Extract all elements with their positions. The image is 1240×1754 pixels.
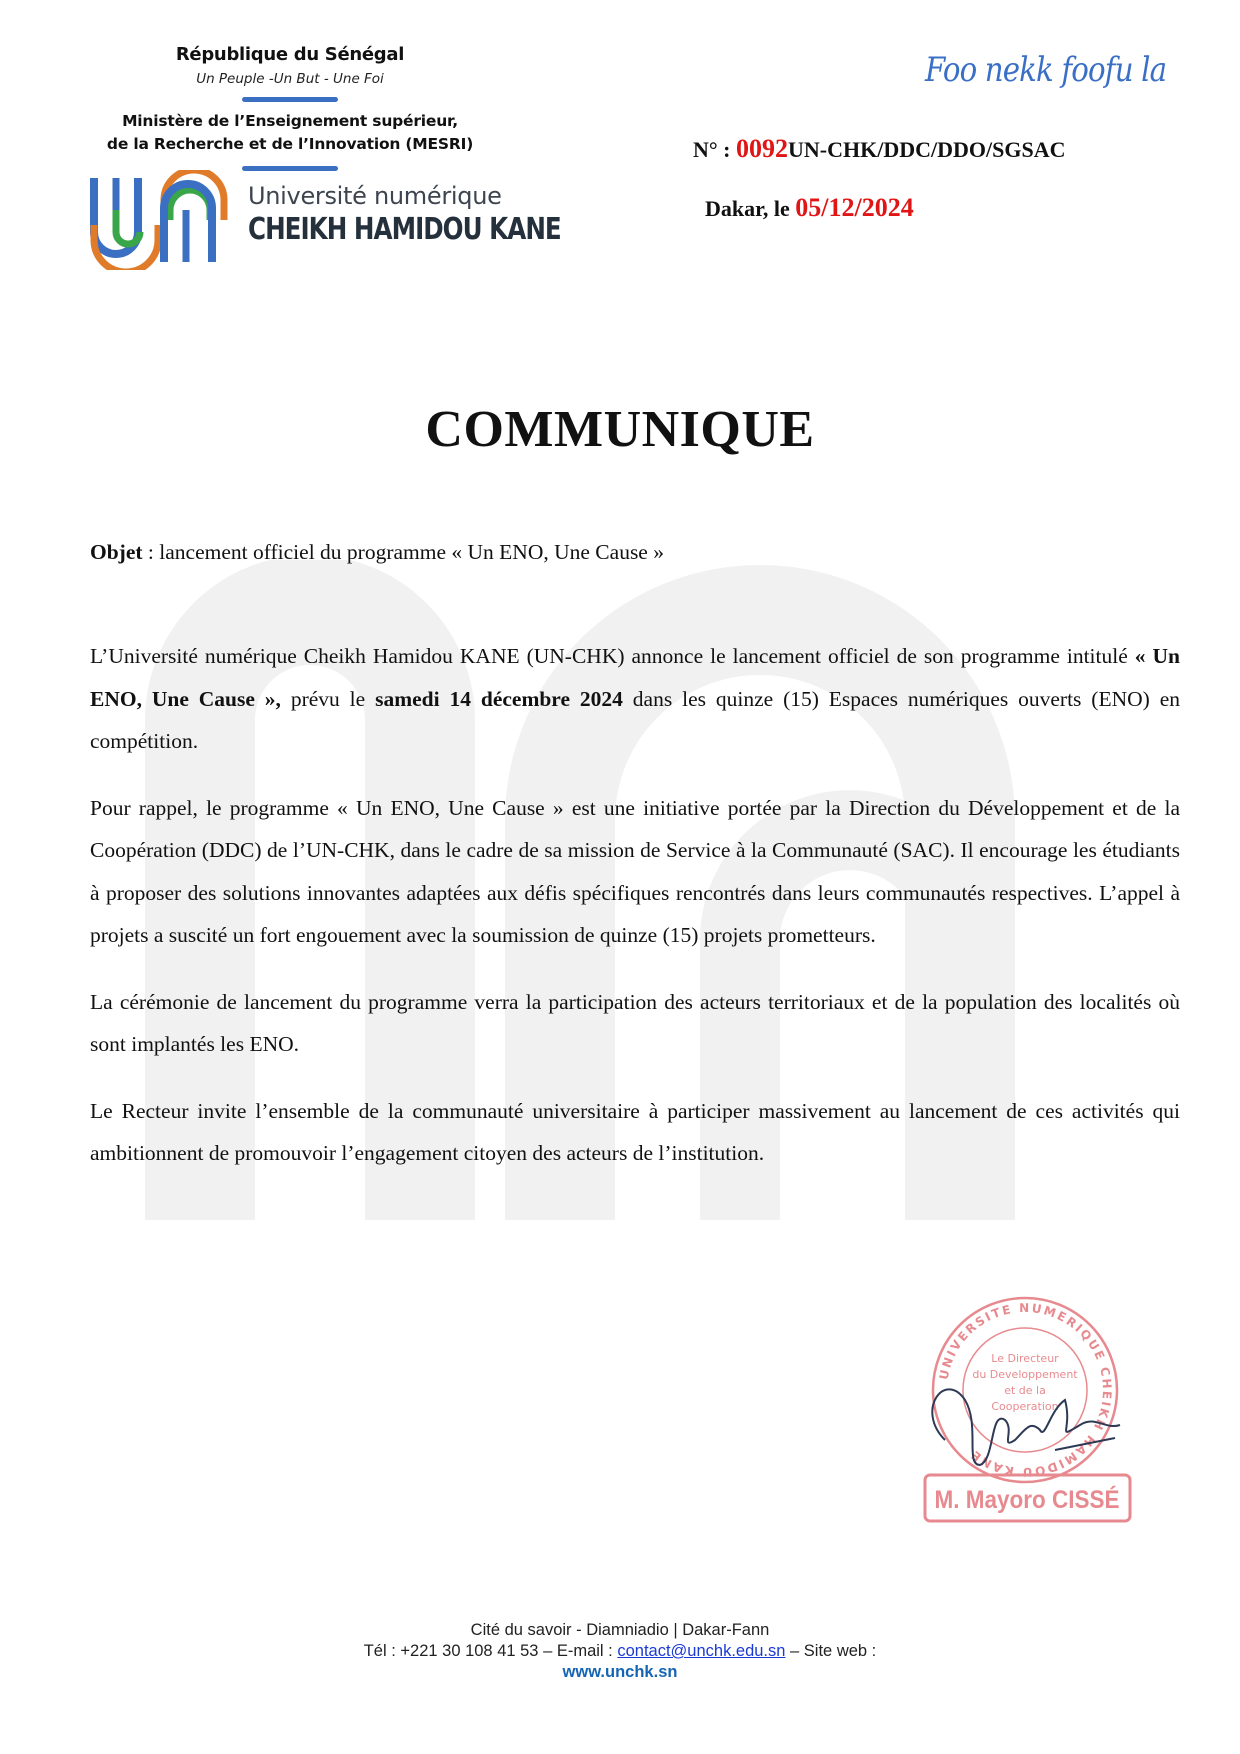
logo-line-2: CHEIKH HAMIDOU KANE: [248, 212, 561, 247]
email-link[interactable]: contact@unchk.edu.sn: [617, 1642, 786, 1660]
reference-prefix: N° :: [693, 137, 737, 162]
ministry-line-2: de la Recherche et de l’Innovation (MESRI): [106, 135, 474, 153]
paragraph-4: Le Recteur invite l’ensemble de la communauté universitaire à participer massivement au lancement de ces activités qui ambitionnent de promouvoir l’engagement citoyen des acteurs de l’institution.: [90, 1098, 1180, 1165]
stamp-line-3: et de la: [1004, 1384, 1046, 1397]
subject-line: [90, 540, 664, 565]
paragraph-1-text: L’Université numérique Cheikh Hamidou KANE (UN-CHK) annonce le lancement officiel de son programme intitulé: [90, 644, 1135, 668]
slogan: Foo nekk foofu la: [925, 50, 1167, 90]
footer-site-label: – Site web :: [785, 1642, 877, 1660]
footer-phone: Tél : +221 30 108 41 53 – E-mail :: [363, 1642, 618, 1660]
university-logo: [86, 170, 561, 270]
divider: [242, 97, 338, 102]
paragraph-2: Pour rappel, le programme « Un ENO, Une Cause » est une initiative portée par la Direction du Développement et de la Coopération (DDC) de l’UN-CHK, dans le cadre de sa mission de Service à la Communauté (SAC). Il encourage les étudiants à proposer des solutions innovantes adaptées aux défis spécifiques rencontrés dans leurs communautés respectives. L’appel à projets a suscité un fort engouement avec la soumission de quinze (15) projets prometteurs.: [90, 795, 1180, 947]
official-stamp: [905, 1290, 1145, 1530]
event-date: samedi 14 décembre 2024: [375, 686, 623, 711]
document-title: COMMUNIQUE: [425, 401, 815, 458]
signatory-name: M. Mayoro CISSÉ: [934, 1486, 1141, 1514]
stamp-line-2: du Developpement: [972, 1368, 1078, 1381]
body-text: [90, 635, 1180, 1199]
place-date: [705, 193, 914, 223]
footer-contact: [0, 1641, 1240, 1662]
subject-label: Objet: [90, 540, 143, 564]
footer-address: Cité du savoir - Diamniadio | Dakar-Fann: [470, 1621, 770, 1639]
paragraph-1-text: dans les quinze (15) Espaces numériques ouverts (ENO) en compétition.: [90, 686, 1180, 753]
stamp-line-4: Cooperation: [991, 1400, 1059, 1413]
program-name: « Un ENO, Une Cause »,: [90, 644, 1180, 711]
paragraph-1-text: prévu le: [280, 686, 376, 711]
footer: [0, 1620, 1240, 1683]
reference-suffix: UN-CHK/DDC/DDO/SGSAC: [788, 137, 1066, 162]
national-motto: Un Peuple -Un But - Une Foi: [196, 71, 384, 87]
logo-line-1: Université numérique: [248, 182, 502, 210]
paragraph-1: [90, 635, 1180, 763]
country-name: République du Sénégal: [175, 44, 405, 65]
stamp-ring-text: UNIVERSITE NUMERIQUE CHEIKH HAMIDOU KANE: [936, 1300, 1115, 1480]
stamp-line-1: Le Directeur: [991, 1352, 1059, 1365]
un-logo-icon: [86, 170, 236, 270]
ministry-line-1: Ministère de l’Enseignement supérieur,: [122, 112, 458, 130]
date-value: 05/12/2024: [795, 193, 914, 222]
reference-number: [693, 134, 1065, 164]
reference-number-value: 0092: [736, 134, 789, 163]
paragraph-3: La cérémonie de lancement du programme verra la participation des acteurs territoriaux et de la population des localités où sont implantés les ENO.: [90, 989, 1180, 1056]
subject-text: : lancement officiel du programme « Un ENO, Une Cause »: [142, 540, 664, 564]
website-link[interactable]: www.unchk.sn: [562, 1663, 678, 1681]
institution-header: [60, 40, 520, 179]
date-prefix: Dakar, le: [705, 196, 796, 221]
